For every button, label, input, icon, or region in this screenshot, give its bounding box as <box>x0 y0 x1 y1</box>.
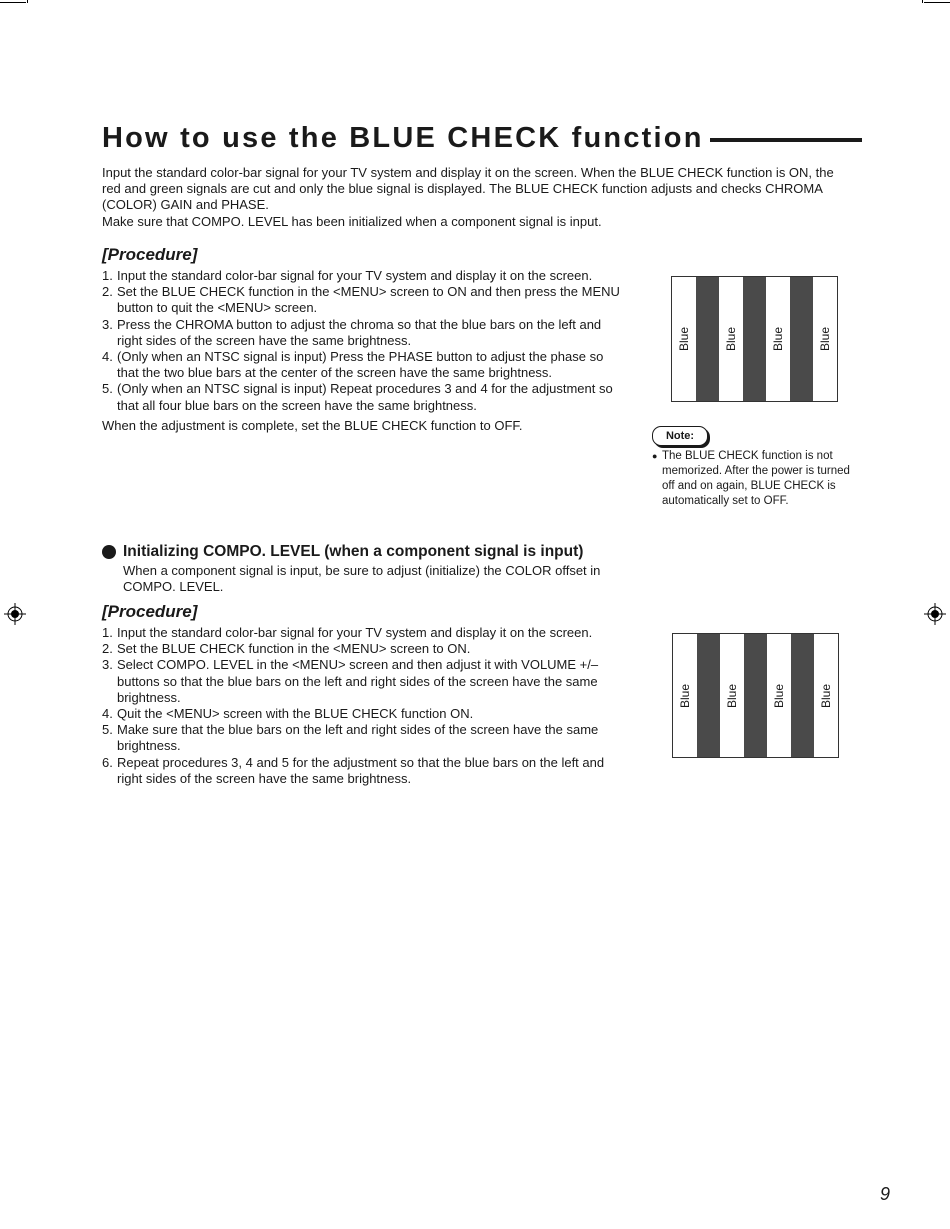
crop-mark-top-right <box>924 2 950 3</box>
step-number: 5. <box>102 722 113 738</box>
blue-bar <box>720 634 744 757</box>
list-item <box>102 657 622 706</box>
bar-label: Blue <box>772 683 787 708</box>
dark-bar <box>697 634 721 757</box>
list-item <box>102 381 622 413</box>
page-title: How to use the BLUE CHECK function <box>102 121 704 154</box>
step-number: 1. <box>102 625 113 640</box>
crop-mark-top-right-v <box>922 0 923 3</box>
step-number: 4. <box>102 706 113 722</box>
dark-bar <box>791 634 815 757</box>
section-2-heading: Initializing COMPO. LEVEL (when a component signal is input) <box>123 543 584 560</box>
bullet-dot-icon <box>102 545 116 559</box>
step-text: Quit the <MENU> screen with the BLUE CHECK function ON. <box>117 706 474 722</box>
registration-mark-right-icon <box>924 603 946 625</box>
procedure-2-steps <box>102 625 622 787</box>
procedure-1-steps <box>102 268 622 414</box>
step-text: Press the CHROMA button to adjust the chroma so that the blue bars on the left and right sides of the screen have the same brightness. <box>117 316 602 348</box>
intro-text <box>102 165 842 230</box>
dark-bar <box>790 277 814 401</box>
step-text: Set the BLUE CHECK function in the <MENU> screen to ON. <box>117 641 471 657</box>
list-item <box>102 625 622 641</box>
step-text: (Only when an NTSC signal is input) Press the PHASE button to adjust the phase so that the two blue bars at the center of the screen have the same brightness. <box>117 349 604 381</box>
dark-bar <box>743 277 767 401</box>
step-number: 1. <box>102 268 113 283</box>
blue-bar <box>813 277 837 401</box>
dark-bar <box>744 634 768 757</box>
step-number: 3. <box>102 316 113 332</box>
intro-paragraph-1: Input the standard color-bar signal for your TV system and display it on the screen. When the BLUE CHECK function is ON, the red and green signals are cut and only the blue signal is displayed. The BLUE CHECK function adjusts and checks CHROMA (COLOR) GAIN and PHASE. <box>102 165 834 213</box>
list-item <box>102 641 622 657</box>
blue-bar <box>766 277 790 401</box>
step-text: Set the BLUE CHECK function in the <MENU> screen to ON and then press the MENU button to quit the <MENU> screen. <box>117 284 620 316</box>
list-item <box>102 755 622 787</box>
procedure-2-heading: [Procedure] <box>102 602 198 621</box>
dark-bar <box>696 277 720 401</box>
step-text: Repeat procedures 3, 4 and 5 for the adjustment so that the blue bars on the left and right sides of the screen have the same brightness. <box>117 754 605 786</box>
procedure-1 <box>102 245 622 434</box>
step-text: Make sure that the blue bars on the left and right sides of the screen have the same brightness. <box>117 722 599 754</box>
color-bar-figure-1 <box>671 276 838 402</box>
bar-label: Blue <box>819 683 834 708</box>
step-text: Input the standard color-bar signal for your TV system and display it on the screen. <box>117 268 593 283</box>
note-body: The BLUE CHECK function is not memorized. After the power is turned off and on again, BLUE CHECK is automatically set to OFF. <box>662 450 850 507</box>
step-text: Input the standard color-bar signal for your TV system and display it on the screen. <box>117 625 593 640</box>
bar-label: Blue <box>771 326 786 352</box>
procedure-1-closing: When the adjustment is complete, set the BLUE CHECK function to OFF. <box>102 417 523 433</box>
list-item <box>102 722 622 754</box>
blue-bar <box>672 277 696 401</box>
step-number: 4. <box>102 349 113 365</box>
page-number: 9 <box>879 1184 890 1204</box>
registration-mark-left-icon <box>4 603 26 625</box>
list-item <box>102 317 622 349</box>
note-text <box>652 449 862 509</box>
crop-mark-top-left <box>0 2 26 3</box>
bullet-icon: ● <box>652 451 658 461</box>
step-number: 2. <box>102 284 113 300</box>
bar-label: Blue <box>676 326 691 352</box>
step-number: 2. <box>102 641 113 657</box>
bar-label: Blue <box>677 683 692 708</box>
blue-bar <box>767 634 791 757</box>
bar-label: Blue <box>723 326 738 352</box>
page-title-row <box>102 118 862 158</box>
list-item <box>102 284 622 316</box>
step-number: 5. <box>102 381 113 397</box>
section-2-description: When a component signal is input, be sure to adjust (initialize) the COLOR offset in COMPO. LEVEL. <box>123 563 601 595</box>
step-text: Select COMPO. LEVEL in the <MENU> screen and then adjust it with VOLUME +/– buttons so that the blue bars on the left and right sides of the screen have the same brightness. <box>117 657 599 705</box>
blue-bar <box>719 277 743 401</box>
section-2-heading-row <box>102 543 662 561</box>
intro-paragraph-2: Make sure that COMPO. LEVEL has been initialized when a component signal is input. <box>102 213 602 229</box>
list-item <box>102 349 622 381</box>
note-badge: Note: <box>652 426 708 446</box>
bar-label: Blue <box>724 683 739 708</box>
color-bar-figure-2 <box>672 633 839 758</box>
blue-bar <box>673 634 697 757</box>
bar-label: Blue <box>818 326 833 352</box>
list-item <box>102 268 622 284</box>
procedure-2 <box>102 602 622 787</box>
title-rule <box>710 138 862 142</box>
step-number: 3. <box>102 657 113 673</box>
procedure-1-heading: [Procedure] <box>102 245 198 264</box>
blue-bar <box>814 634 838 757</box>
crop-mark-top-left-v <box>27 0 28 3</box>
step-text: (Only when an NTSC signal is input) Repeat procedures 3 and 4 for the adjustment so that all four blue bars on the screen have the same brightness. <box>117 381 613 413</box>
step-number: 6. <box>102 754 113 770</box>
list-item <box>102 706 622 722</box>
